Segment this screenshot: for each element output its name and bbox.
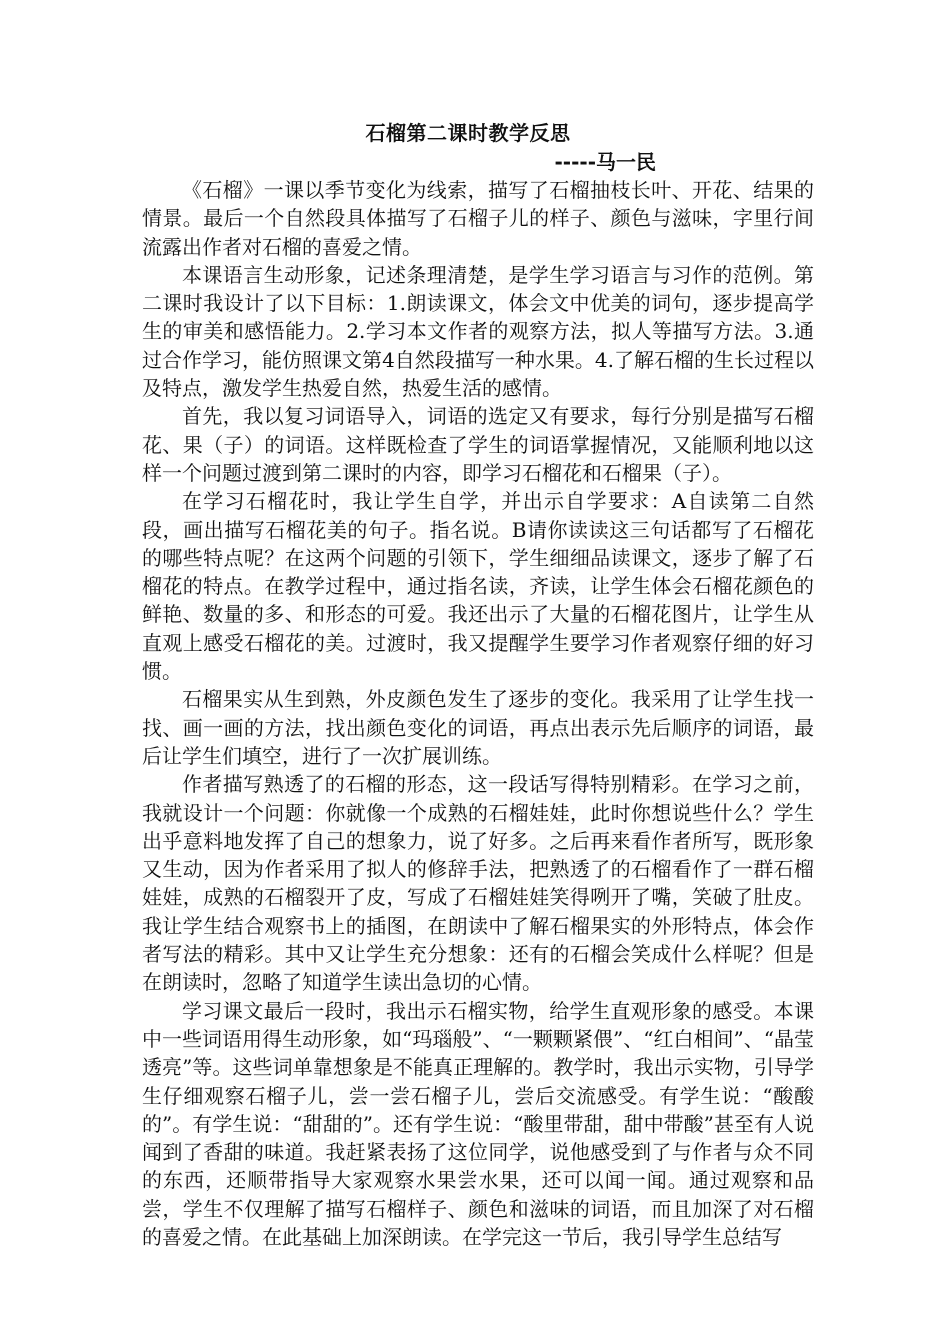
paragraph-1: 《石榴》一课以季节变化为线索，描写了石榴抽枝长叶、开花、结果的情景。最后一个自然段具体描写了石榴子儿的样子、颜色与滋味，字里行间流露出作者对石榴的喜爱之情。	[142, 178, 814, 259]
paragraph-3: 首先，我以复习词语导入，词语的选定又有要求，每行分别是描写石榴花、果（子）的词语。这样既检查了学生的词语掌握情况，又能顺利地以这样一个问题过渡到第二课时的内容，即学习石榴花和石榴果（子）。	[142, 404, 814, 485]
paragraph-5: 石榴果实从生到熟，外皮颜色发生了逐步的变化。我采用了让学生找一找、画一画的方法，找出颜色变化的词语，再点出表示先后顺序的词语，最后让学生们填空，进行了一次扩展训练。	[142, 687, 814, 768]
document-title: 石榴第二课时教学反思	[365, 121, 571, 145]
paragraph-7: 学习课文最后一段时，我出示石榴实物，给学生直观形象的感受。本课中一些词语用得生动形象，如“玛瑙般”、“一颗颗紧偎”、“红白相间”、“晶莹透亮”等。这些词单靠想象是不能真正理解的。教学时，我出示实物，引导学生仔细观察石榴子儿，尝一尝石榴子儿，尝后交流感受。有学生说：“酸酸的”。有学生说：“甜甜的”。还有学生说：“酸里带甜，甜中带酸”甚至有人说闻到了香甜的味道。我赶紧表扬了这位同学，说他感受到了与作者与众不同的东西，还顺带指导大家观察水果尝水果，还可以闻一闻。通过观察和品尝，学生不仅理解了描写石榴样子、颜色和滋味的词语，而且加深了对石榴的喜爱之情。在此基础上加深朗读。在学完这一节后，我引导学生总结写	[142, 998, 814, 1249]
document-author: -----马一民	[554, 150, 656, 174]
paragraph-4: 在学习石榴花时，我让学生自学，并出示自学要求：A自读第二自然段，画出描写石榴花美的句子。指名说。B请你读读这三句话都写了石榴花的哪些特点呢？在这两个问题的引领下，学生细细品读课文，逐步了解了石榴花的特点。在教学过程中，通过指名读，齐读，让学生体会石榴花颜色的鲜艳、数量的多、和形态的可爱。我还出示了大量的石榴花图片，让学生从直观上感受石榴花的美。过渡时，我又提醒学生要学习作者观察仔细的好习惯。	[142, 489, 814, 684]
document-body	[142, 118, 814, 1251]
paragraph-6: 作者描写熟透了的石榴的形态，这一段话写得特别精彩。在学习之前，我就设计一个问题：你就像一个成熟的石榴娃娃，此时你想说些什么？学生出乎意料地发挥了自己的想象力，说了好多。之后再来看作者所写，既形象又生动，因为作者采用了拟人的修辞手法，把熟透了的石榴看作了一群石榴娃娃，成熟的石榴裂开了皮，写成了石榴娃娃笑得咧开了嘴，笑破了肚皮。我让学生结合观察书上的插图，在朗读中了解石榴果实的外形特点，体会作者写法的精彩。其中又让学生充分想象：还有的石榴会笑成什么样呢？但是在朗读时，忽略了知道学生读出急切的心情。	[142, 772, 814, 995]
paragraph-2: 本课语言生动形象，记述条理清楚，是学生学习语言与习作的范例。第二课时我设计了以下目标：1.朗读课文，体会文中优美的词句，逐步提高学生的审美和感悟能力。2.学习本文作者的观察方法，拟人等描写方法。3.通过合作学习，能仿照课文第4自然段描写一种水果。4.了解石榴的生长过程以及特点，激发学生热爱自然，热爱生活的感情。	[142, 262, 814, 401]
